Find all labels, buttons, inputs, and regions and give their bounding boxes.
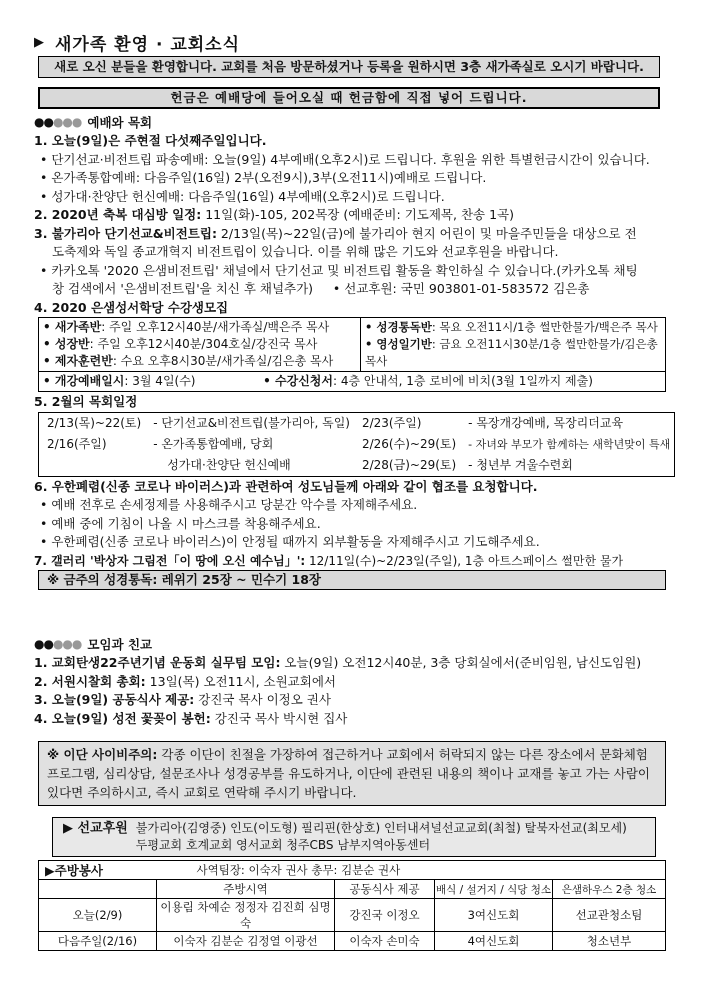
triangle-icon: ▶ [34, 34, 45, 50]
bible-reading-bar: ※ 금주의 성경통독: 레위기 25장 ~ 민수기 18장 [38, 570, 666, 590]
dots-icon: ●●●●● [34, 637, 82, 651]
worship-item-5: 5. 2월의 목회일정 [34, 394, 138, 409]
worship-item-1: 1. 오늘(9일)은 주현절 다섯째주일입니다. [34, 133, 267, 148]
worship-item-1a: • 단기선교·비전트립 파송예배: 오늘(9일) 4부예배(오후2시)로 드립니다. 후원을 위한 특별헌금시간이 있습니다. [40, 151, 650, 167]
worship-item-7: 7. 갤러리 '박상자 그림전「이 땅에 오신 예수님」': 12/11일(수)~2/23일(주일), 1층 아트스페이스 썰만한 물가 [34, 553, 624, 568]
worship-item-3b: 창 검색에서 '은샘비전트립'을 치신 후 채널추가) • 선교후원: 국민 903801-01-583572 김은총 [52, 281, 590, 296]
bulletin-page [34, 30, 671, 951]
fellowship-item-4: 4. 오늘(9일) 성전 꽃꽂이 봉헌: 강진국 목사 박시현 집사 [34, 710, 348, 726]
worship-item-3: 3. 불가리아 단기선교&비전트립: 2/13일(목)~22일(금)에 불가리아 현지 어린이 및 마을주민들을 대상으로 전 [34, 225, 637, 241]
school-cell: • 새가족반: 주일 오후12시40분/새가족실/백은주 목사 • 성장반: 주일 오후12시40분/304호실/강진국 목사 • 제자훈련반: 수요 오후8시30분/새가족실/김은총 목사 [39, 318, 361, 372]
schedule-table: 2/13(목)~22(토) - 단기선교&비전트립(불가리아, 독일) 2/23(주일) - 목장개강예배, 목장리더교육 2/16(주일) - 온가족통합예배, 당회 2/26(수)~29(토) - 자녀와 부모가 함께하는 새학년맞이 특새 성가대·찬양단 헌신예배 2/28(금)~29(토) - 청년부 겨울수련회 [38, 412, 675, 477]
worship-item-3-cont: 도축제와 독일 종교개혁지 비전트립이 있습니다. 이를 위해 많은 기도와 선교후원을 바랍니다. [52, 244, 559, 259]
worship-item-6c: • 우한폐렴(신종 코로나 바이러스)이 안정될 때까지 외부활동을 자제해주시고 기도해주세요. [40, 534, 540, 549]
worship-item-1b: • 온가족통합예배: 다음주일(16일) 2부(오전9시),3부(오전11시)예배로 드립니다. [40, 170, 487, 185]
welcome-banner: 새로 오신 분들을 환영합니다. 교회를 처음 방문하셨거나 등록을 원하시면 3층 새가족실로 오시기 바랍니다. [38, 56, 660, 78]
worship-item-6b: • 예배 중에 기침이 나올 시 마스크를 착용해주세요. [40, 515, 321, 531]
worship-item-6a: • 예배 전후로 손세정제를 사용해주시고 당분간 악수를 자제해주세요. [40, 497, 418, 512]
table-row: 오늘(2/9) 이용림 차예순 정정자 김진희 심명숙 강진국 이정오 3여신도회 선교관청소팀 [39, 899, 666, 932]
worship-item-1c: • 성가대·찬양단 헌신예배: 다음주일(16일) 4부예배(오후2시)로 드립니다. [40, 188, 445, 204]
fellowship-item-2: 2. 서원시찰회 총회: 13일(목) 오전11시, 소원교회에서 [34, 673, 336, 689]
kitchen-service-table: ▶주방봉사 사역팀장: 이숙자 권사 총무: 김분순 권사 주방시역 공동식사 제공 배식 / 설거지 / 식당 청소 은샘하우스 2층 청소 오늘(2/9) 이용림 차예순 정정자 김진희 심명숙 강진국 이정오 3여신도회 선교관청소팀 다음주일(2/16) 이숙자 김분순 김정열 이광선 이숙자 손미숙 4여신도회 청소년부 [38, 860, 666, 951]
fellowship-item-3: 3. 오늘(9일) 공동식사 제공: 강진국 목사 이정오 권사 [34, 692, 331, 707]
mission-sponsor-box: ▶ 선교후원 불가리아(김영중) 인도(이도형) 필리핀(한상호) 인터내셔널선교교회(최철) 탈북자선교(최모세) 두평교회 호계교회 영서교회 청주CBS 남부지역아동센터 [52, 817, 656, 857]
worship-heading: ●●●●● 예배와 목회 [34, 115, 153, 130]
worship-item-2: 2. 2020년 축복 대심방 일정: 11일(화)-105, 202목장 (예배준비: 기도제목, 찬송 1곡) [34, 207, 514, 222]
worship-item-3a: • 카카오톡 '2020 은샘비전트립' 채널에서 단기선교 및 비전트립 활동을 확인하실 수 있습니다.(카카오톡 채팅 [40, 262, 638, 278]
school-cell: • 개강예배일시: 3월 4일(수) • 수강신청서: 4층 안내석, 1층 로비에 비치(3월 1일까지 제출) [39, 372, 666, 392]
school-table [38, 317, 666, 392]
dots-icon: ●●●●● [34, 115, 82, 129]
table-row: 다음주일(2/16) 이숙자 김분순 김정열 이광선 이숙자 손미숙 4여신도회 청소년부 [39, 932, 666, 951]
fellowship-item-1: 1. 교회탄생22주년기념 운동회 실무팀 모임: 오늘(9일) 오전12시40분, 3층 당회실에서(준비임원, 남신도임원) [34, 655, 642, 670]
section-title: ▶ 새가족 환영 · 교회소식 [34, 34, 241, 55]
fellowship-heading: ●●●●● 모임과 친교 [34, 637, 153, 652]
school-cell: • 성경통독반: 목요 오전11시/1층 썰만한물가/백은주 목사 • 영성일기반: 금요 오전11시30분/1층 썰만한물가/김은총 목사 [361, 318, 666, 372]
offering-banner: 헌금은 예배당에 들어오실 때 헌금함에 직접 넣어 드립니다. [38, 87, 660, 109]
heresy-warning: ※ 이단 사이비주의: 각종 이단이 친절을 가장하여 접근하거나 교회에서 허락되지 않는 다른 장소에서 문화체험프로그램, 심리상담, 설문조사나 성경공부를 유도하거나, 이단에 관련된 내용의 책이나 교재를 놓고 가는 사람이 있다면 주의하시고, 즉시 교회로 연락해 주시기 바랍니다. [38, 741, 666, 806]
worship-item-4: 4. 2020 은샘성서학당 수강생모집 [34, 299, 229, 315]
worship-item-6: 6. 우한폐렴(신종 코로나 바이러스)과 관련하여 성도님들께 아래와 같이 협조를 요청합니다. [34, 478, 538, 494]
